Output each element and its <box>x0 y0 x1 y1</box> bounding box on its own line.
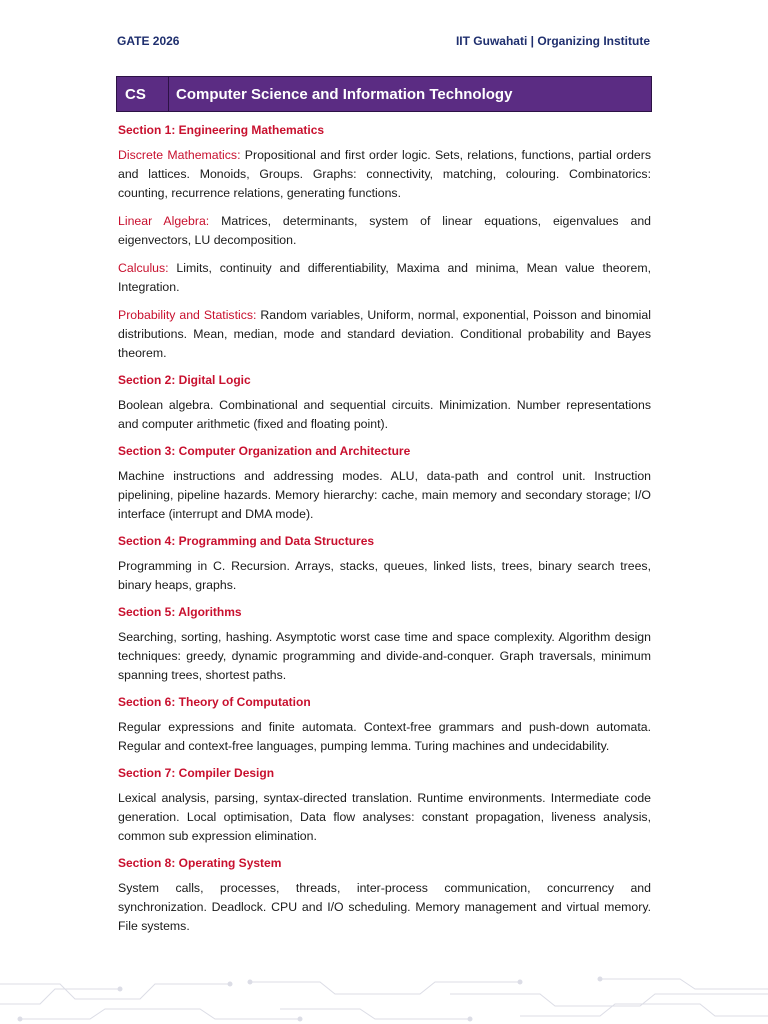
section-heading: Section 6: Theory of Computation <box>118 695 311 709</box>
topic-label: Linear Algebra: <box>118 214 210 228</box>
section-paragraph <box>118 557 651 595</box>
page-header <box>117 34 650 48</box>
paragraph-text: Propositional and first order logic. Sets, relations, functions, partial orders and lattices. Monoids, Groups. Graphs: connectivity, matching, colouring. Combinatorics: counting, recurrence relations, generating functions. <box>118 148 651 200</box>
topic-label: Discrete Mathematics: <box>118 148 241 162</box>
topic-label: Probability and Statistics: <box>118 308 257 322</box>
paragraph-text: Machine instructions and addressing modes. ALU, data‐path and control unit. Instruction pipelining, pipeline hazards. Memory hierarchy: cache, main memory and secondary storage; I/O interface (interrupt and DMA mode). <box>118 469 651 521</box>
paragraph-text: Lexical analysis, parsing, syntax-directed translation. Runtime environments. Intermediate code generation. Local optimisation, Data flow analyses: constant propagation, liveness analysis, common sub expression elimination. <box>118 791 651 843</box>
section-paragraph <box>118 306 651 363</box>
syllabus-content <box>118 122 651 945</box>
section-heading: Section 2: Digital Logic <box>118 373 251 387</box>
section-paragraph <box>118 879 651 936</box>
section-heading: Section 8: Operating System <box>118 856 282 870</box>
section-heading: Section 3: Computer Organization and Architecture <box>118 444 411 458</box>
section-paragraph <box>118 259 651 297</box>
section-paragraph <box>118 718 651 756</box>
paragraph-text: Boolean algebra. Combinational and sequential circuits. Minimization. Number representations and computer arithmetic (fixed and floating point). <box>118 398 651 431</box>
subject-code: CS <box>117 77 169 111</box>
section-heading: Section 4: Programming and Data Structures <box>118 534 375 548</box>
section-paragraph <box>118 628 651 685</box>
section-paragraph <box>118 789 651 846</box>
paragraph-text: System calls, processes, threads, inter‐process communication, concurrency and synchronization. Deadlock. CPU and I/O scheduling. Memory management and virtual memory. File systems. <box>118 881 651 933</box>
circuit-pattern-decoration <box>0 964 768 1024</box>
section-paragraph <box>118 396 651 434</box>
paragraph-text: Regular expressions and finite automata. Context-free grammars and push-down automata. Regular and context-free languages, pumping lemma. Turing machines and undecidability. <box>118 720 651 753</box>
paragraph-text: Searching, sorting, hashing. Asymptotic worst case time and space complexity. Algorithm design techniques: greedy, dynamic programming and divide‐and‐conquer. Graph traversals, minimum spanning trees, shortest paths. <box>118 630 651 682</box>
paragraph-text: Random variables, Uniform, normal, exponential, Poisson and binomial distributions. Mean, median, mode and standard deviation. Conditional probability and Bayes theorem. <box>118 308 651 360</box>
subject-title: Computer Science and Information Technology <box>176 85 513 103</box>
header-exam-name: GATE 2026 <box>117 34 180 48</box>
header-organizer: IIT Guwahati | Organizing Institute <box>455 34 650 48</box>
section-heading: Section 1: Engineering Mathematics <box>118 123 325 137</box>
section-heading: Section 7: Compiler Design <box>118 766 275 780</box>
section-paragraph <box>118 212 651 250</box>
section-heading: Section 5: Algorithms <box>118 605 242 619</box>
section-paragraph <box>118 467 651 524</box>
paragraph-text: Limits, continuity and differentiability, Maxima and minima, Mean value theorem, Integration. <box>118 261 651 294</box>
paragraph-text: Programming in C. Recursion. Arrays, stacks, queues, linked lists, trees, binary search trees, binary heaps, graphs. <box>118 559 651 592</box>
section-paragraph <box>118 146 651 203</box>
paragraph-text: Matrices, determinants, system of linear equations, eigenvalues and eigenvectors, LU decomposition. <box>118 214 651 247</box>
subject-banner <box>116 76 652 112</box>
topic-label: Calculus: <box>118 261 169 275</box>
